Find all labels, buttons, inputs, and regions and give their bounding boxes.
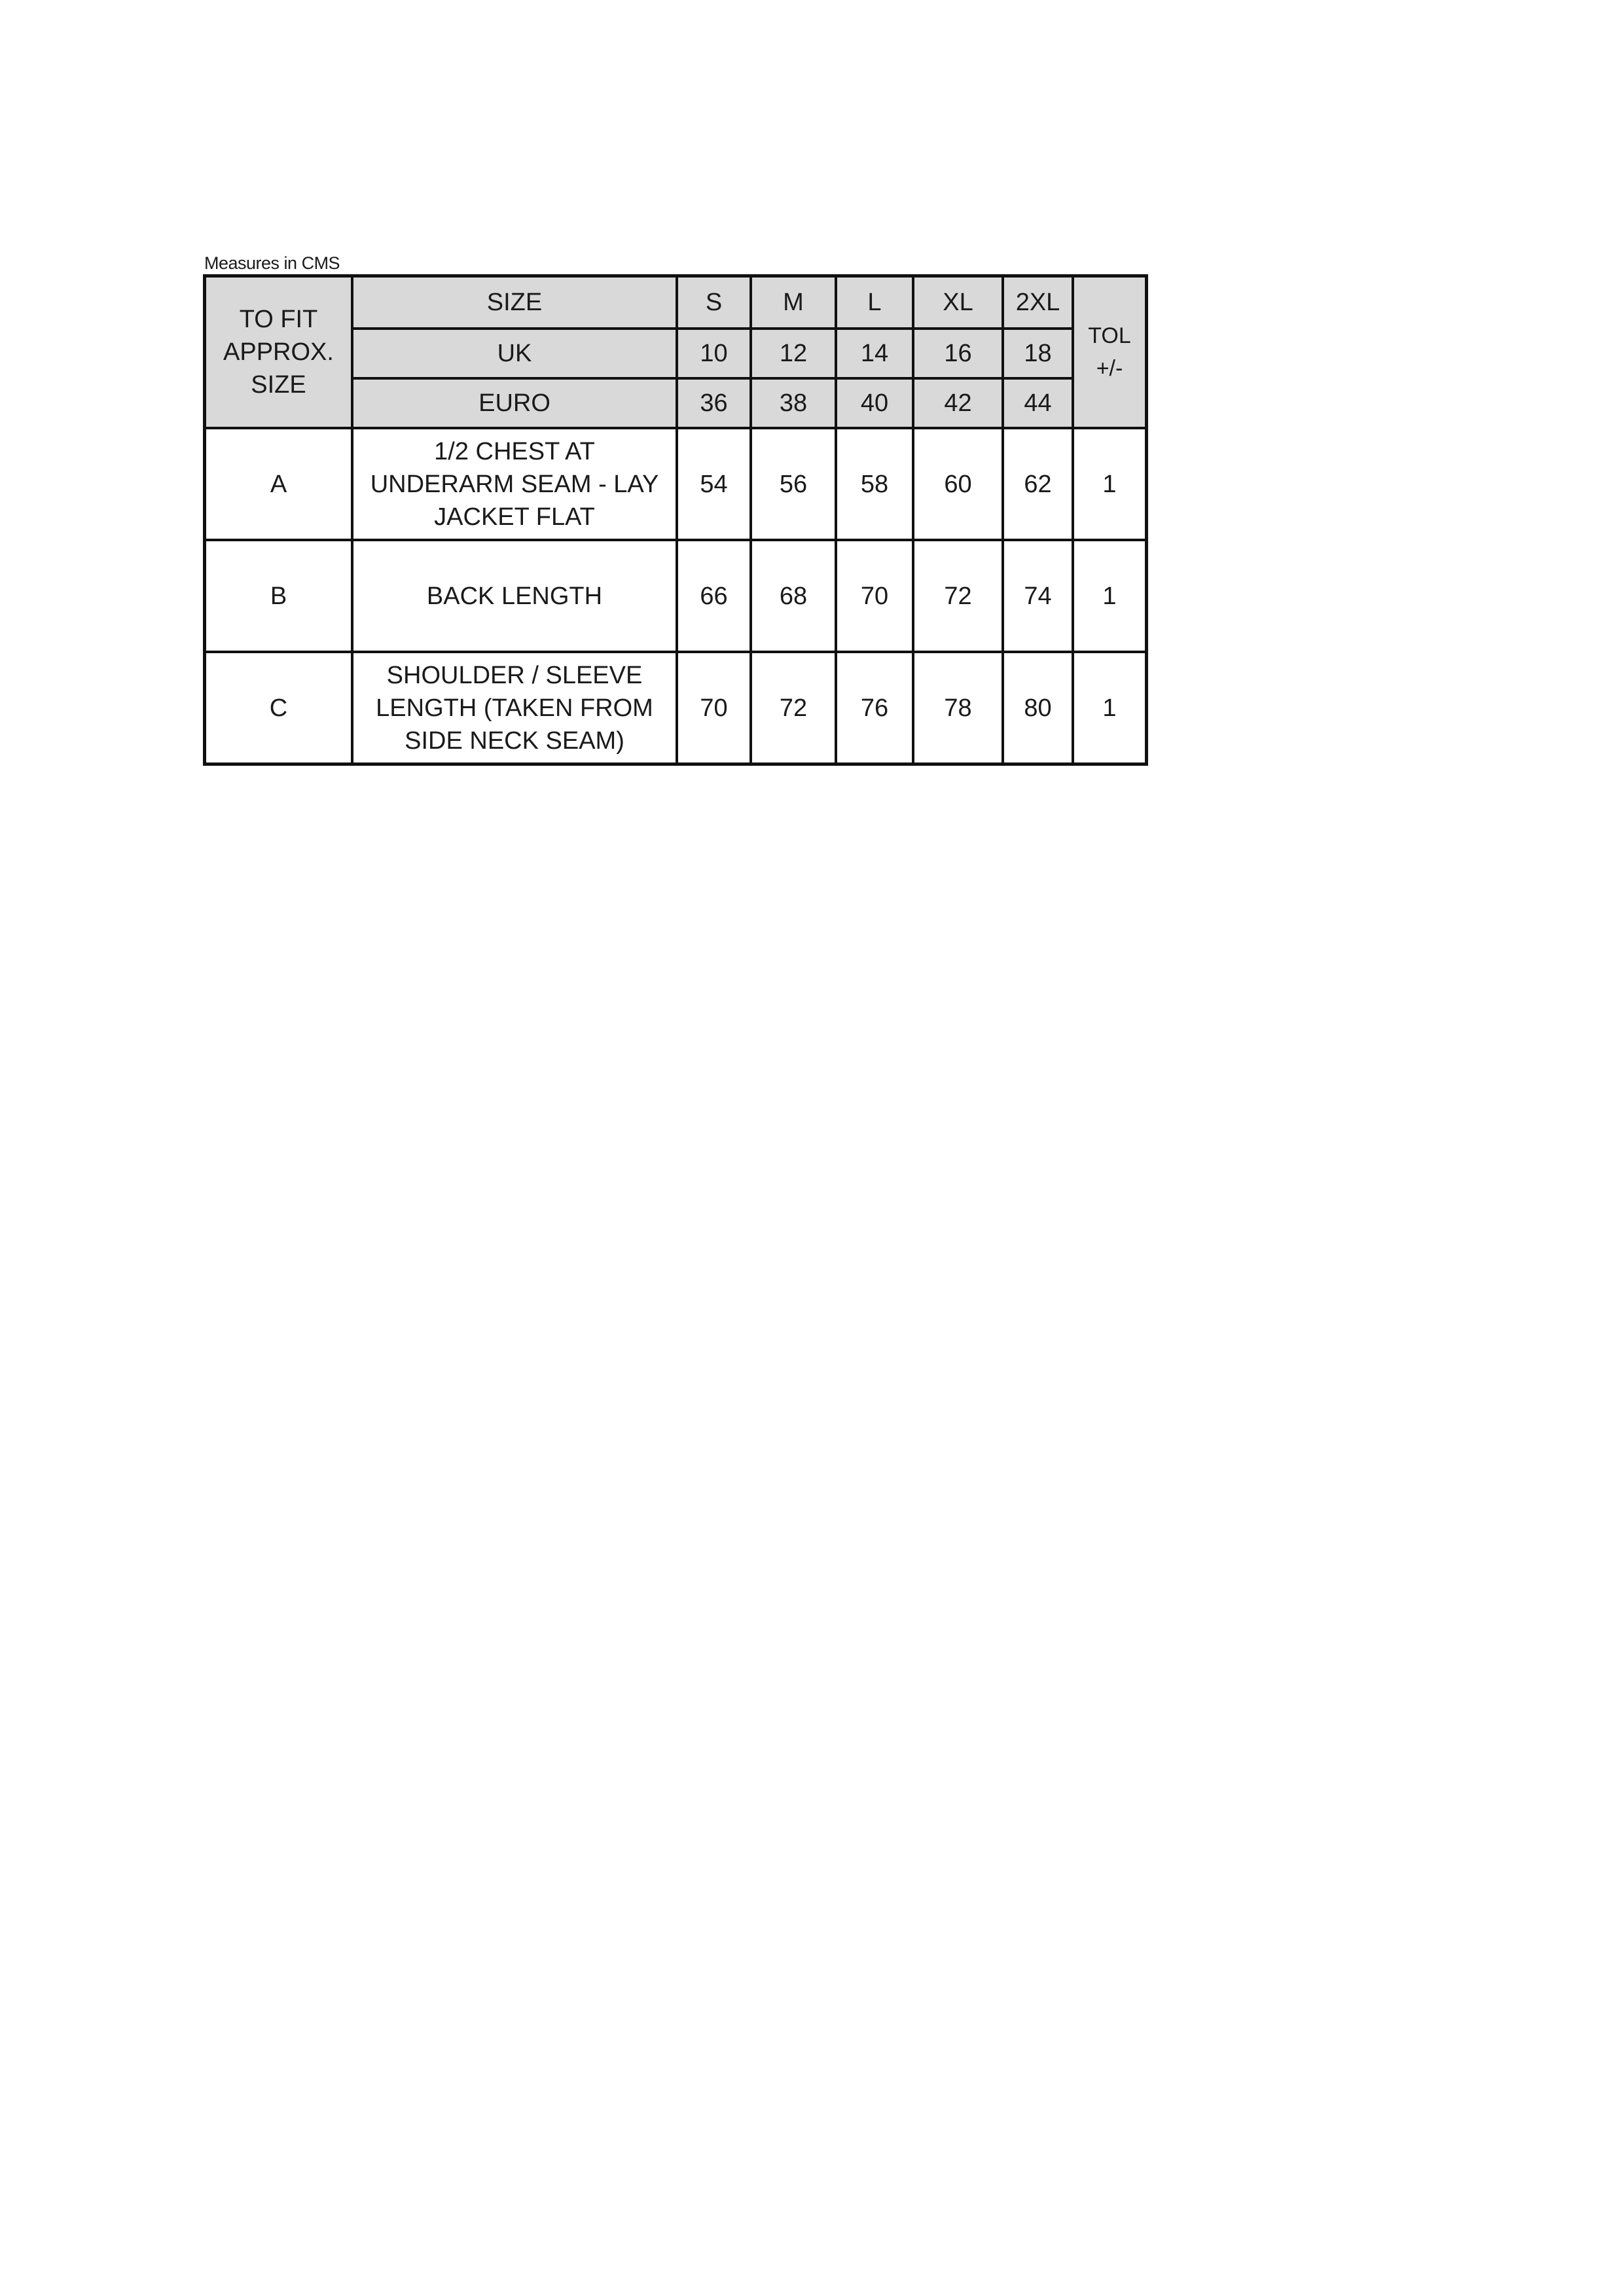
size-l: L [836, 276, 913, 329]
measurement-value-s: 70 [677, 652, 751, 764]
tolerance-sign: +/- [1096, 356, 1123, 381]
measurement-value-m: 72 [751, 652, 836, 764]
measurement-description-text: BACK LENGTH [426, 582, 603, 610]
measurement-code: A [205, 428, 353, 540]
measurement-description [352, 652, 677, 764]
measurement-row-a [205, 428, 1147, 540]
header-label-euro: EURO [352, 378, 677, 428]
measurement-description-text: SHOULDER / SLEEVE LENGTH (TAKEN FROM SIDE NECK SEAM) [376, 661, 653, 755]
measurement-value-xl: 60 [913, 428, 1003, 540]
measurement-tolerance: 1 [1073, 428, 1147, 540]
measurement-row-c [205, 652, 1147, 764]
header-label-size: SIZE [352, 276, 677, 329]
size-2xl: 2XL [1003, 276, 1073, 329]
measurement-code: C [205, 652, 353, 764]
measurement-row-b [205, 540, 1147, 652]
size-spec-sheet [203, 252, 1148, 766]
euro-size-xl: 42 [913, 378, 1003, 428]
measurement-code: B [205, 540, 353, 652]
measurement-value-2xl: 62 [1003, 428, 1073, 540]
tolerance-header [1073, 276, 1147, 429]
uk-size-l: 14 [836, 329, 913, 378]
euro-size-m: 38 [751, 378, 836, 428]
size-m: M [751, 276, 836, 329]
measurement-value-s: 66 [677, 540, 751, 652]
measurement-value-xl: 78 [913, 652, 1003, 764]
measurement-value-m: 56 [751, 428, 836, 540]
header-row-size [205, 276, 1147, 329]
measurement-value-2xl: 74 [1003, 540, 1073, 652]
fit-approx-size-text: TO FIT APPROX. SIZE [223, 306, 334, 399]
measurement-value-s: 54 [677, 428, 751, 540]
size-s: S [677, 276, 751, 329]
header-label-uk: UK [352, 329, 677, 378]
measurement-description [352, 428, 677, 540]
measurement-value-l: 58 [836, 428, 913, 540]
measurement-description-text: 1/2 CHEST AT UNDERARM SEAM - LAY JACKET FLAT [370, 437, 659, 531]
units-caption: Measures in CMS [204, 253, 340, 273]
uk-size-s: 10 [677, 329, 751, 378]
euro-size-l: 40 [836, 378, 913, 428]
measurement-value-l: 70 [836, 540, 913, 652]
measurement-tolerance: 1 [1073, 652, 1147, 764]
measurement-value-m: 68 [751, 540, 836, 652]
uk-size-2xl: 18 [1003, 329, 1073, 378]
measurement-value-2xl: 80 [1003, 652, 1073, 764]
euro-size-s: 36 [677, 378, 751, 428]
euro-size-2xl: 44 [1003, 378, 1073, 428]
uk-size-xl: 16 [913, 329, 1003, 378]
uk-size-m: 12 [751, 329, 836, 378]
tolerance-label: TOL [1088, 323, 1131, 348]
size-xl: XL [913, 276, 1003, 329]
measurement-description [352, 540, 677, 652]
fit-approx-size-label [205, 276, 353, 429]
measurement-value-l: 76 [836, 652, 913, 764]
measurement-value-xl: 72 [913, 540, 1003, 652]
measurement-tolerance: 1 [1073, 540, 1147, 652]
size-spec-table [203, 274, 1148, 766]
